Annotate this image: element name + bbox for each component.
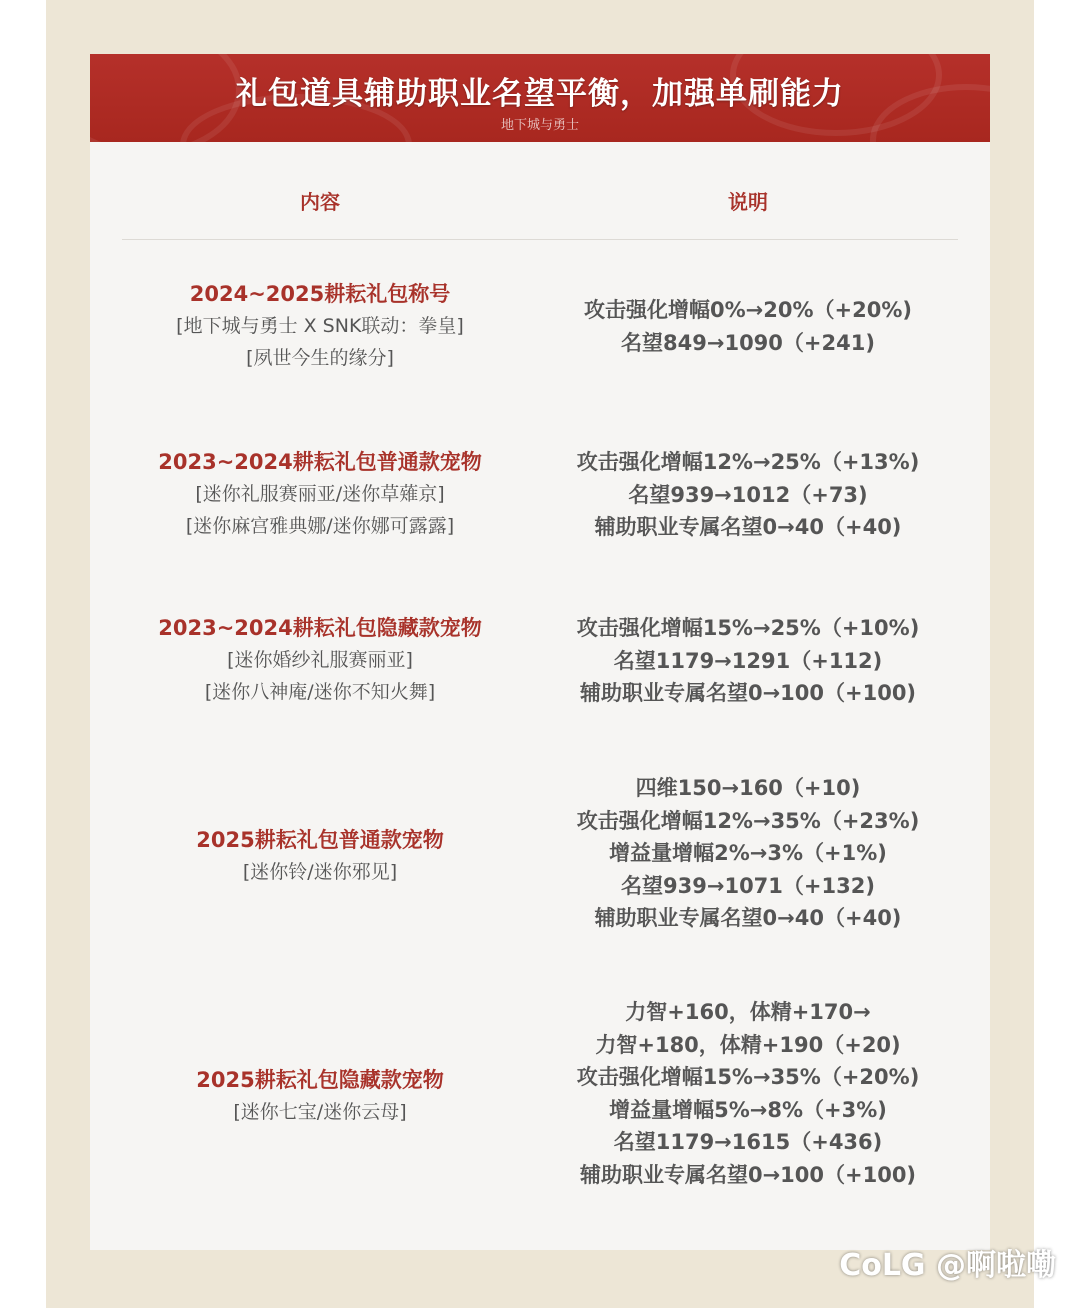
desc-line: 辅助职业专属名望0→40（+40) [594, 515, 902, 539]
item-sub: [迷你铃/迷你邪见] [242, 861, 398, 883]
item-title: 2025耕耘礼包隐藏款宠物 [196, 1068, 444, 1092]
item-title: 2025耕耘礼包普通款宠物 [196, 828, 444, 852]
title-banner [90, 54, 990, 142]
item-sub: [迷你八神庵/迷你不知火舞] [204, 681, 436, 703]
desc-line: 力智+180，体精+190（+20) [595, 1032, 901, 1057]
page-title: 礼包道具辅助职业名望平衡，加强单刷能力 [236, 76, 844, 112]
desc-line: 名望1179→1615（+436) [613, 1130, 883, 1154]
desc-line: 增益量增幅5%→8%（+3%) [609, 1097, 887, 1122]
item-sub: [迷你麻宫雅典娜/迷你娜可露露] [185, 515, 455, 537]
page-subtitle: 地下城与勇士 [500, 118, 579, 133]
info-card [90, 54, 990, 1250]
desc-line: 辅助职业专属名望0→100（+100) [579, 1162, 917, 1187]
column-header-description: 说明 [728, 190, 768, 214]
desc-line: 辅助职业专属名望0→100（+100) [579, 681, 917, 705]
desc-line: 辅助职业专属名望0→40（+40) [594, 906, 902, 930]
desc-line: 攻击强化增幅15%→25%（+10%) [576, 616, 920, 640]
desc-line: 名望939→1012（+73) [628, 482, 868, 507]
desc-line: 攻击强化增幅0%→20%（+20%) [584, 298, 912, 322]
item-sub: [迷你七宝/迷你云母] [233, 1101, 407, 1123]
item-sub: [地下城与勇士 X SNK联动：拳皇] [176, 315, 464, 337]
item-sub: [迷你礼服赛丽亚/迷你草薙京] [195, 483, 445, 505]
item-title: 2023~2024耕耘礼包隐藏款宠物 [158, 616, 482, 640]
desc-line: 名望1179→1291（+112) [613, 648, 883, 673]
desc-line: 名望939→1071（+132) [621, 873, 875, 898]
item-sub: [迷你婚纱礼服赛丽亚] [227, 649, 413, 671]
desc-line: 攻击强化增幅12%→35%（+23%) [576, 808, 920, 833]
header-divider [122, 239, 958, 240]
column-header-content: 内容 [300, 190, 340, 214]
desc-line: 增益量增幅2%→3%（+1%) [609, 841, 887, 865]
watermark: CoLG @啊啦嘞 [839, 1248, 1056, 1283]
desc-line: 攻击强化增幅12%→25%（+13%) [576, 450, 920, 474]
desc-line: 力智+160，体精+170→ [625, 1000, 871, 1024]
item-sub: [夙世今生的缘分] [246, 347, 394, 369]
desc-line: 名望849→1090（+241) [621, 330, 875, 355]
desc-line: 四维150→160（+10) [635, 776, 861, 800]
item-title: 2023~2024耕耘礼包普通款宠物 [158, 450, 482, 474]
item-title: 2024~2025耕耘礼包称号 [189, 282, 451, 306]
desc-line: 攻击强化增幅15%→35%（+20%) [576, 1065, 920, 1089]
